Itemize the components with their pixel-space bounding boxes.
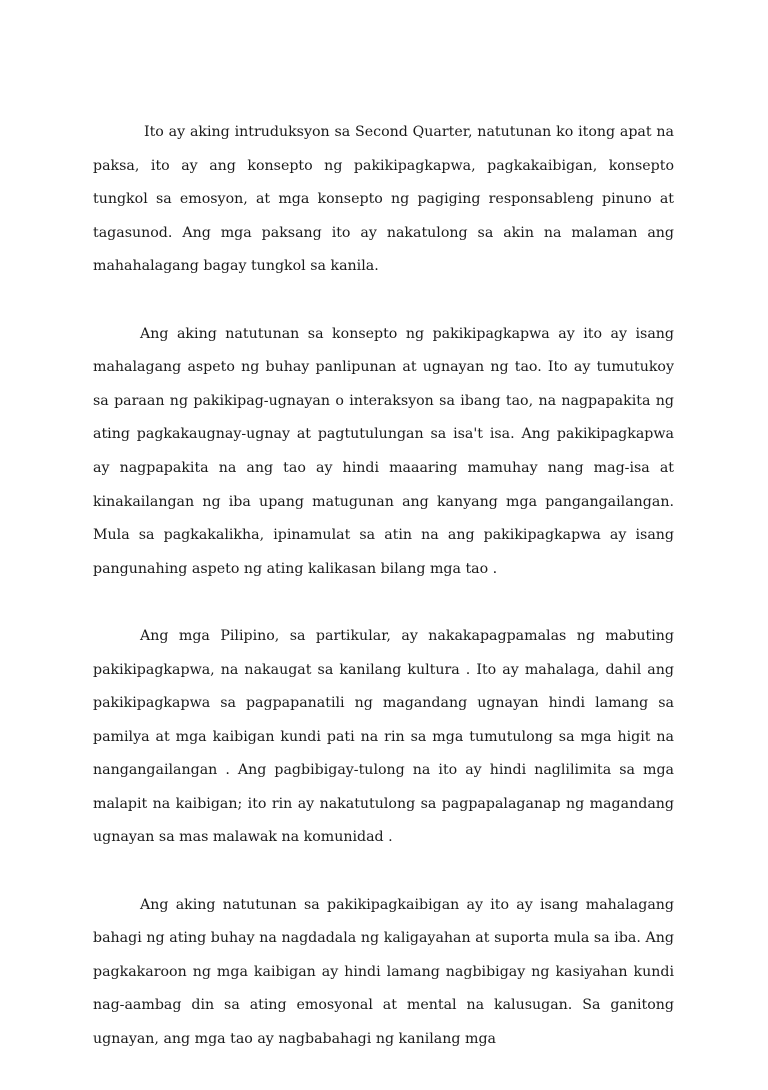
paragraph-introduction: Ito ay aking intruduksyon sa Second Quarter, natutunan ko itong apat na paksa, ito ay ang konsepto ng pakikipagkapwa, pagkakaibigan, konsepto tungkol sa emosyon, at mga konsepto ng pagiging responsableng pinuno at tagasunod. Ang mga paksang ito ay nakatulong sa akin na malaman ang mahahalagang bagay tungkol sa kanila.: [93, 124, 674, 275]
document-body: [93, 116, 674, 1090]
paragraph-pakikipagkapwa: Ang aking natutunan sa konsepto ng pakikipagkapwa ay ito ay isang mahalagang aspeto ng buhay panlipunan at ugnayan ng tao. Ito ay tumutukoy sa paraan ng pakikipag-ugnayan o interaksyon sa ibang tao, na nagpapakita ng ating pagkakaugnay-ugnay at pagtutulungan sa isa't isa. Ang pakikipagkapwa ay nagpapakita na ang tao ay hindi maaaring mamuhay nang mag-isa at kinakailangan ng iba upang matugunan ang kanyang mga pangangailangan. Mula sa pagkakalikha, ipinamulat sa atin na ang pakikipagkapwa ay isang pangunahing aspeto ng ating kalikasan bilang mga tao .: [93, 325, 674, 577]
paragraph-pakikipagkaibigan: Ang aking natutunan sa pakikipagkaibigan ay ito ay isang mahalagang bahagi ng ating buhay na nagdadala ng kaligayahan at suporta mula sa iba. Ang pagkakaroon ng mga kaibigan ay hindi lamang nagbibigay ng kasiyahan kundi nag-aambag din sa ating emosyonal at mental na kalusugan. Sa ganitong ugnayan, ang mga tao ay nagbabahagi ng kanilang mga: [93, 896, 674, 1048]
paragraph-mga-pilipino: Ang mga Pilipino, sa partikular, ay nakakapagpamalas ng mabuting pakikipagkapwa, na nakaugat sa kanilang kultura . Ito ay mahalaga, dahil ang pakikipagkapwa sa pagpapanatili ng magandang ugnayan hindi lamang sa pamilya at mga kaibigan kundi pati na rin sa mga tumutulong sa mga higit na nangangailangan . Ang pagbibigay-tulong na ito ay hindi naglilimita sa mga malapit na kaibigan; ito rin ay nakatutulong sa pagpapalaganap ng magandang ugnayan sa mas malawak na komunidad .: [93, 627, 674, 846]
